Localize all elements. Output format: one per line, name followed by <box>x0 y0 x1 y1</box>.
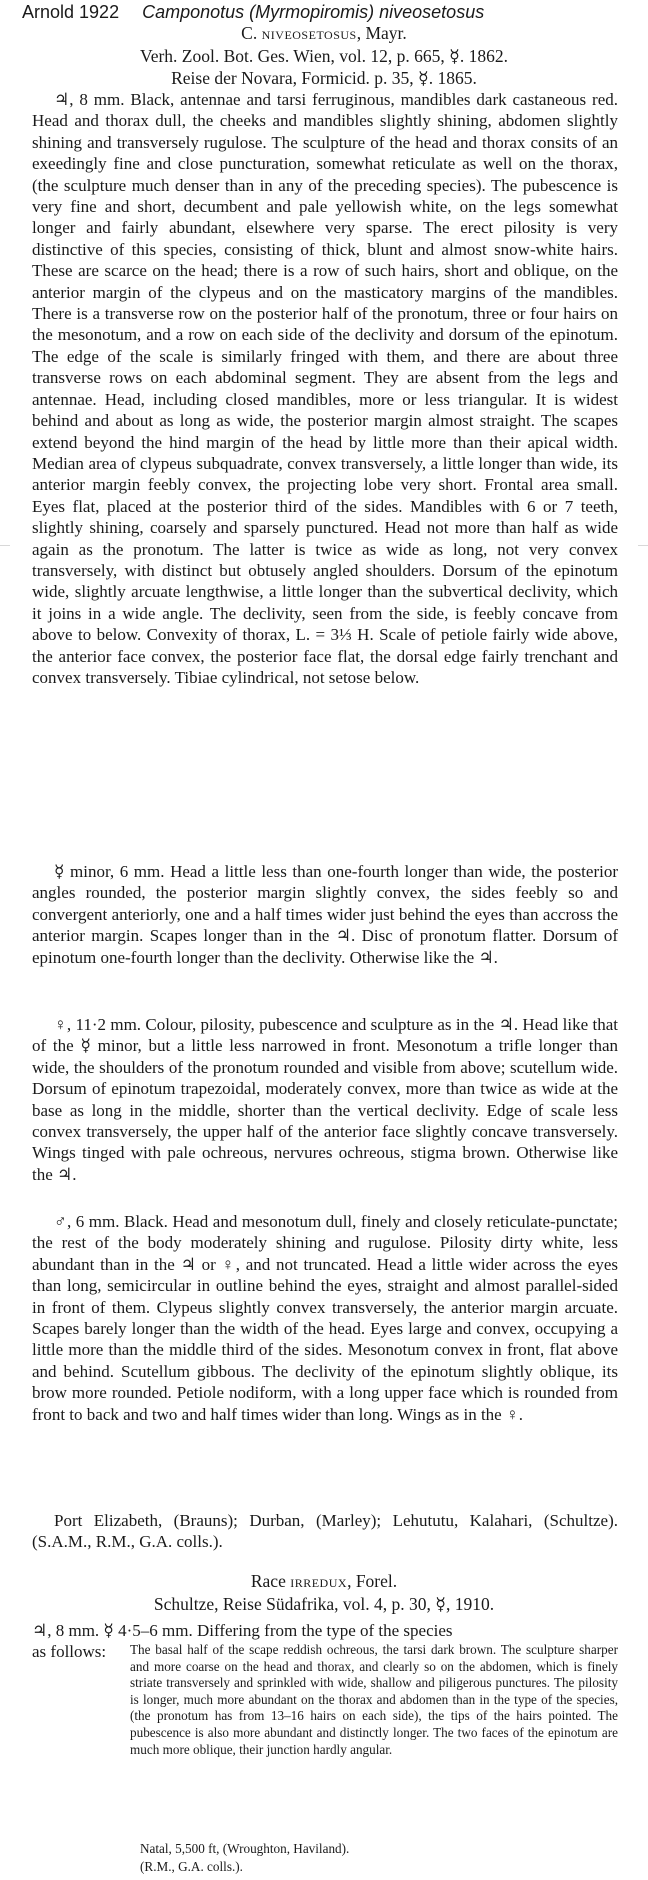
race-heading: Race irredux, Forel. <box>250 1571 398 1591</box>
reference-line-1: Verh. Zool. Bot. Ges. Wien, vol. 12, p. 665, ☿. 1862. <box>140 46 508 66</box>
race-collections: (R.M., G.A. colls.). <box>140 1859 243 1874</box>
reference-line-2: Reise der Novara, Formicid. p. 35, ☿. 1865. <box>171 68 477 88</box>
species-name: niveosetosus <box>261 23 357 43</box>
localities-paragraph: Port Elizabeth, (Brauns); Durban, (Marley); Lehututu, Kalahari, (Schultze). (S.A.M., R.M., G.A. colls.). <box>32 1511 618 1552</box>
race-differences: The basal half of the scape reddish ochreous, the tarsi dark brown. The sculpture sharper and more coarse on the head and thorax, and clearly so on the abdomen, which is finely striate transversely and sprinkled with wide, shallow and piligerous punctures. The pilosity is longer, much more abundant on the thorax and abdomen than in the type of the species, (the pronotum has from 13–16 hairs on each side), the tips of the hairs pointed. The pubescence is also more abundant and distinctly longer. The two faces of the epinotum are much more oblique, their junction hardly angular. <box>130 1642 618 1757</box>
race-locality: Natal, 5,500 ft, (Wroughton, Haviland). <box>140 1841 350 1856</box>
race-name: irredux <box>290 1571 348 1591</box>
page-header <box>20 1 628 23</box>
male-description: ♂, 6 mm. Black. Head and mesonotum dull, finely and closely reticulate-punctate; the rest of the body moderately shining and rugulose. Pilosity dirty white, less abundant than in the ♃ or ♀, and not truncated. Head a little wider across the eyes than long, semicircular in outline behind the eyes, straight and almost parallel-sided in front of them. Clypeus slightly convex transversely, the anterior margin arcuate. Scapes barely longer than the width of the head. Eyes large and convex, occupying a little more than the middle third of the sides. Mesonotum convex in front, flat above and behind. Scutellum gibbous. The declivity of the epinotum slightly oblique, its brow more rounded. Petiole nodiform, with a long upper face which is rounded from front to back and two and half times wider than long. Wings as in the ♀. <box>32 1212 618 1424</box>
race-measurements: ♃, 8 mm. ☿ 4·5–6 mm. Differing from the type of the species <box>32 1621 453 1640</box>
species-heading: C. niveosetosus, Mayr. <box>241 23 407 43</box>
minor-worker-description: ☿ minor, 6 mm. Head a little less than one-fourth longer than wide, the posterior angles rounded, the posterior margin slightly convex, the sides feebly so and convergent anteriorly, one and a half times wider just behind the eyes than accross the anterior margin. Scapes longer than in the ♃. Disc of pronotum flatter. Dorsum of epinotum one-fourth longer than the declivity. Otherwise like the ♃. <box>32 862 618 967</box>
right-scan-edge <box>638 545 648 546</box>
taxon-name: Camponotus (Myrmopiromis) niveosetosus <box>142 2 485 22</box>
soldier-description: ♃, 8 mm. Black, antennae and tarsi ferruginous, mandibles dark castaneous red. Head and thorax dull, the cheeks and mandibles slightly shining, abdomen slightly shining and transversely rugulose. The sculpture of the head and thorax consits of an exeedingly fine and close puncturation, somewhat reticulate as well on the thorax, (the sculpture much denser than in any of the preceding species). The pubescence is very fine and short, decumbent and pale yellowish white, on the legs somewhat longer and fairly abundant, elsewhere very sparse. The erect pilosity is very distinctive of this species, consisting of thick, blunt and almost snow-white hairs. These are scarce on the head; there is a row of such hairs, short and oblique, on the anterior margin of the clypeus and on the masticatory margins of the mandibles. There is a transverse row on the posterior half of the pronotum, three or four hairs on the mesonotum, and a row on each side of the declivity and dorsum of the epinotum. The edge of the scale is similarly fringed with them, and there are about three transverse rows on each abdominal segment. They are absent from the legs and antennae. Head, including closed mandibles, more or less triangular. It is widest behind and about as long as wide, the posterior margin almost straight. The scapes extend beyond the hind margin of the head by little more than their apical width. Median area of clypeus subquadrate, convex transversely, a little longer than wide, its anterior margin feebly convex, the projecting lobe very short. Frontal area small. Eyes flat, placed at the posterior third of the sides. Mandibles with 6 or 7 teeth, slightly shining, coarsely and sparsely punctured. Head not more than half as wide again as the pronotum. The latter is twice as wide as long, not very convex transversely, with distinct but obtusely angled shoulders. Dorsum of the epinotum wide, slightly arcuate lengthwise, a little longer than the subvertical declivity, which it joins in a wide angle. The declivity, seen from the side, is feebly concave from above to below. Convexity of thorax, L. = 3⅓ H. Scale of petiole fairly wide above, the anterior face convex, the posterior face flat, the dorsal edge fairly trenchant and convex transversely. Tibiae cylindrical, not setose below. <box>32 90 618 687</box>
female-description: ♀, 11·2 mm. Colour, pilosity, pubescence and sculpture as in the ♃. Head like that of the ☿ minor, but a little less narrowed in front. Mesonotum a trifle longer than wide, the shoulders of the pronotum rounded and visible from above; scutellum wide. Dorsum of epinotum trapezoidal, moderately convex, more than twice as wide at the base as long in the middle, shorter than the vertical declivity. Edge of scale less convex transversely, the upper half of the anterior face slightly concave transversely. Wings tinged with pale ochreous, nervures ochreous, stigma brown. Otherwise like the ♃. <box>32 1015 618 1184</box>
species-author: , Mayr. <box>356 23 407 43</box>
left-scan-edge <box>0 545 10 546</box>
race-reference: Schultze, Reise Südafrika, vol. 4, p. 30, ☿, 1910. <box>153 1594 495 1614</box>
race-author: , Forel. <box>347 1571 398 1591</box>
race-lead-in: as follows: <box>32 1642 107 1661</box>
author-year: Arnold 1922 <box>22 2 120 22</box>
